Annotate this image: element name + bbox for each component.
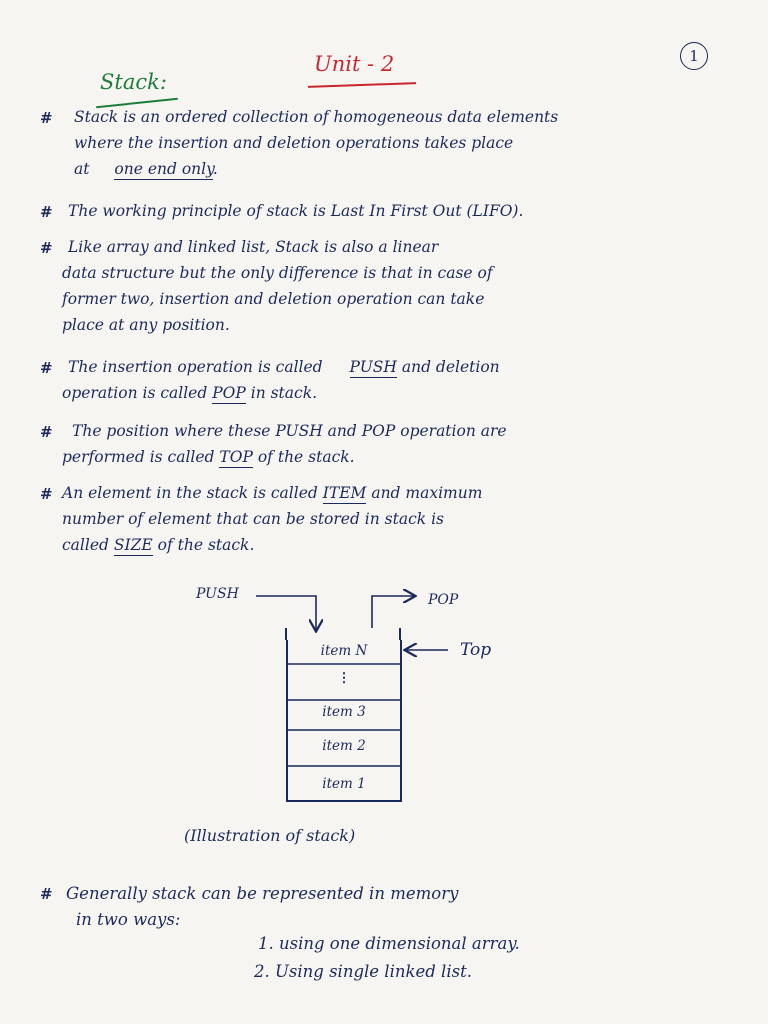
section-heading: Stack: — [100, 70, 167, 94]
stack-box — [286, 640, 402, 802]
text-line: Like array and linked list, Stack is also a linear — [68, 238, 439, 256]
diagram-caption: (Illustration of stack) — [184, 826, 356, 845]
list-item: 1. using one dimensional array. — [258, 934, 520, 953]
unit-title: Unit - 2 — [314, 52, 395, 76]
bullet-mark: # — [40, 203, 53, 221]
underlined-term: TOP — [219, 448, 253, 466]
stack-item: item 3 — [322, 704, 366, 720]
underlined-term: ITEM — [322, 484, 367, 502]
text-line: An element in the stack is called ITEM and maximum — [62, 484, 483, 502]
stack-ellipsis: ⋮ — [337, 670, 351, 686]
text-line: Stack is an ordered collection of homogeneous data elements — [74, 108, 559, 126]
text-line: The working principle of stack is Last In First Out (LIFO). — [68, 202, 524, 220]
bullet-mark: # — [40, 423, 53, 441]
bullet-mark: # — [40, 885, 53, 903]
top-label: Top — [460, 640, 492, 660]
text-line: former two, insertion and deletion operation can take — [62, 290, 485, 308]
text-line: number of element that can be stored in stack is — [62, 510, 445, 528]
text-line: The insertion operation is called PUSH and deletion — [68, 358, 500, 376]
stack-item: item 2 — [322, 738, 366, 754]
underlined-term: PUSH — [349, 358, 397, 376]
underlined-term: POP — [212, 384, 246, 402]
bullet-mark: # — [40, 359, 53, 377]
bullet-mark: # — [40, 239, 53, 257]
stack-item: item 1 — [322, 776, 366, 792]
text-line: The position where these PUSH and POP operation are — [72, 422, 507, 440]
text-line: data structure but the only difference is that in case of — [62, 264, 493, 282]
bullet-mark: # — [40, 485, 53, 503]
text-line: place at any position. — [62, 316, 230, 334]
text-line: where the insertion and deletion operations takes place — [74, 134, 514, 152]
text-line: called SIZE of the stack. — [62, 536, 255, 554]
underlined-term: SIZE — [113, 536, 153, 554]
text-line: Generally stack can be represented in memory — [66, 884, 459, 903]
bullet-mark: # — [40, 109, 53, 127]
underlined-term: one end only — [114, 160, 213, 178]
list-item: 2. Using single linked list. — [254, 962, 472, 981]
page-number: 1 — [680, 42, 708, 70]
text-line: operation is called POP in stack. — [62, 384, 318, 402]
push-label: PUSH — [196, 586, 239, 602]
text-line: performed is called TOP of the stack. — [62, 448, 355, 466]
stack-item: item N — [320, 643, 368, 659]
text-line: in two ways: — [76, 910, 181, 929]
pop-label: POP — [428, 592, 459, 608]
text-line: at one end only. — [74, 160, 218, 178]
